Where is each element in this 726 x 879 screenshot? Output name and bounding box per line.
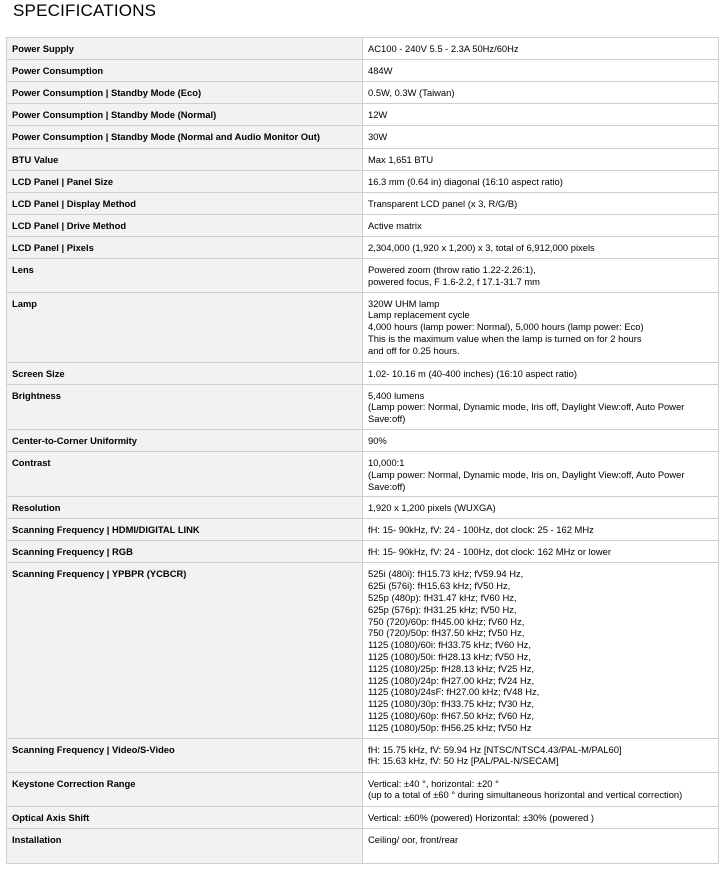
spec-row	[7, 171, 719, 193]
spec-value: 16.3 mm (0.64 in) diagonal (16:10 aspect ratio)	[363, 171, 719, 193]
spec-row	[7, 806, 719, 828]
spec-row	[7, 497, 719, 519]
spec-label: Scanning Frequency | RGB	[7, 541, 363, 563]
spec-label: Power Consumption	[7, 60, 363, 82]
spec-label: LCD Panel | Pixels	[7, 237, 363, 259]
spec-value: 2,304,000 (1,920 x 1,200) x 3, total of 6,912,000 pixels	[363, 237, 719, 259]
spec-value: Powered zoom (throw ratio 1.22-2.26:1), powered focus, F 1.6-2.2, f 17.1-31.7 mm	[363, 259, 719, 293]
spec-label: Keystone Correction Range	[7, 772, 363, 806]
specifications-table	[6, 37, 719, 864]
spec-row	[7, 237, 719, 259]
spec-label: Installation	[7, 828, 363, 863]
spec-row	[7, 451, 719, 496]
spec-row	[7, 126, 719, 149]
spec-label: Resolution	[7, 497, 363, 519]
spec-row	[7, 429, 719, 451]
spec-value: Active matrix	[363, 215, 719, 237]
spec-row	[7, 149, 719, 171]
spec-value: Vertical: ±60% (powered) Horizontal: ±30% (powered )	[363, 806, 719, 828]
spec-label: Lamp	[7, 292, 363, 362]
spec-value: Vertical: ±40 °, horizontal: ±20 ° (up to a total of ±60 ° during simultaneous horizontal and vertical correction)	[363, 772, 719, 806]
spec-value: 90%	[363, 429, 719, 451]
spec-label: Power Consumption | Standby Mode (Eco)	[7, 82, 363, 104]
spec-row	[7, 259, 719, 293]
spec-label: Power Consumption | Standby Mode (Normal)	[7, 104, 363, 126]
spec-label: BTU Value	[7, 149, 363, 171]
spec-value: fH: 15- 90kHz, fV: 24 - 100Hz, dot clock: 162 MHz or lower	[363, 541, 719, 563]
spec-value: 0.5W, 0.3W (Taiwan)	[363, 82, 719, 104]
spec-row	[7, 772, 719, 806]
spec-value: fH: 15.75 kHz, fV: 59.94 Hz [NTSC/NTSC4.43/PAL-M/PAL60] fH: 15.63 kHz, fV: 50 Hz [PAL/PAL-N/SECAM]	[363, 738, 719, 772]
spec-label: LCD Panel | Drive Method	[7, 215, 363, 237]
spec-value: AC100 - 240V 5.5 - 2.3A 50Hz/60Hz	[363, 38, 719, 60]
spec-row	[7, 193, 719, 215]
spec-row	[7, 828, 719, 863]
spec-value: 30W	[363, 126, 719, 149]
spec-row	[7, 292, 719, 362]
page-title: SPECIFICATIONS	[13, 1, 157, 20]
spec-row	[7, 362, 719, 384]
spec-label: Scanning Frequency | HDMI/DIGITAL LINK	[7, 519, 363, 541]
spec-value: 5,400 lumens (Lamp power: Normal, Dynamic mode, Iris off, Daylight View:off, Auto Power Save:off)	[363, 384, 719, 429]
spec-value: 484W	[363, 60, 719, 82]
spec-row	[7, 384, 719, 429]
spec-value: fH: 15- 90kHz, fV: 24 - 100Hz, dot clock: 25 - 162 MHz	[363, 519, 719, 541]
spec-row	[7, 82, 719, 104]
spec-value: 10,000:1 (Lamp power: Normal, Dynamic mode, Iris on, Daylight View:off, Auto Power Save:off)	[363, 451, 719, 496]
spec-value: 525i (480i): fH15.73 kHz; fV59.94 Hz, 625i (576i): fH15.63 kHz; fV50 Hz, 525p (480p): fH31.47 kHz; fV60 Hz, 625p (576p): fH31.25 kHz; fV50 Hz, 750 (720)/60p: fH45.00 kHz; fV60 Hz, 750 (720)/50p: fH37.50 kHz; fV50 Hz, 1125 (1080)/60i: fH33.75 kHz; fV60 Hz, 1125 (1080)/50i: fH28.13 kHz; fV50 Hz, 1125 (1080)/25p: fH28.13 kHz; fV25 Hz, 1125 (1080)/24p: fH27.00 kHz; fV24 Hz, 1125 (1080)/24sF: fH27.00 kHz; fV48 Hz, 1125 (1080)/30p: fH33.75 kHz; fV30 Hz, 1125 (1080)/60p: fH67.50 kHz; fV60 Hz, 1125 (1080)/50p: fH56.25 kHz; fV50 Hz	[363, 563, 719, 738]
spec-value: 12W	[363, 104, 719, 126]
spec-value: 320W UHM lamp Lamp replacement cycle 4,000 hours (lamp power: Normal), 5,000 hours (lamp power: Eco) This is the maximum value when the lamp is turned on for 2 hours and off for 0.25 hours.	[363, 292, 719, 362]
spec-label: Contrast	[7, 451, 363, 496]
spec-row	[7, 563, 719, 738]
spec-label: Scanning Frequency | Video/S-Video	[7, 738, 363, 772]
spec-value: 1.02- 10.16 m (40-400 inches) (16:10 aspect ratio)	[363, 362, 719, 384]
spec-row	[7, 104, 719, 126]
spec-label: Power Consumption | Standby Mode (Normal and Audio Monitor Out)	[7, 126, 363, 149]
spec-label: Brightness	[7, 384, 363, 429]
spec-label: LCD Panel | Panel Size	[7, 171, 363, 193]
spec-label: Optical Axis Shift	[7, 806, 363, 828]
spec-value: 1,920 x 1,200 pixels (WUXGA)	[363, 497, 719, 519]
spec-row	[7, 60, 719, 82]
spec-row	[7, 541, 719, 563]
spec-label: LCD Panel | Display Method	[7, 193, 363, 215]
spec-value: Max 1,651 BTU	[363, 149, 719, 171]
spec-label: Screen Size	[7, 362, 363, 384]
spec-label: Scanning Frequency | YPBPR (YCBCR)	[7, 563, 363, 738]
spec-row	[7, 215, 719, 237]
spec-row	[7, 519, 719, 541]
spec-row	[7, 38, 719, 60]
spec-label: Power Supply	[7, 38, 363, 60]
spec-value: Ceiling/ oor, front/rear	[363, 828, 719, 863]
spec-value: Transparent LCD panel (x 3, R/G/B)	[363, 193, 719, 215]
spec-label: Lens	[7, 259, 363, 293]
spec-label: Center-to-Corner Uniformity	[7, 429, 363, 451]
spec-row	[7, 738, 719, 772]
